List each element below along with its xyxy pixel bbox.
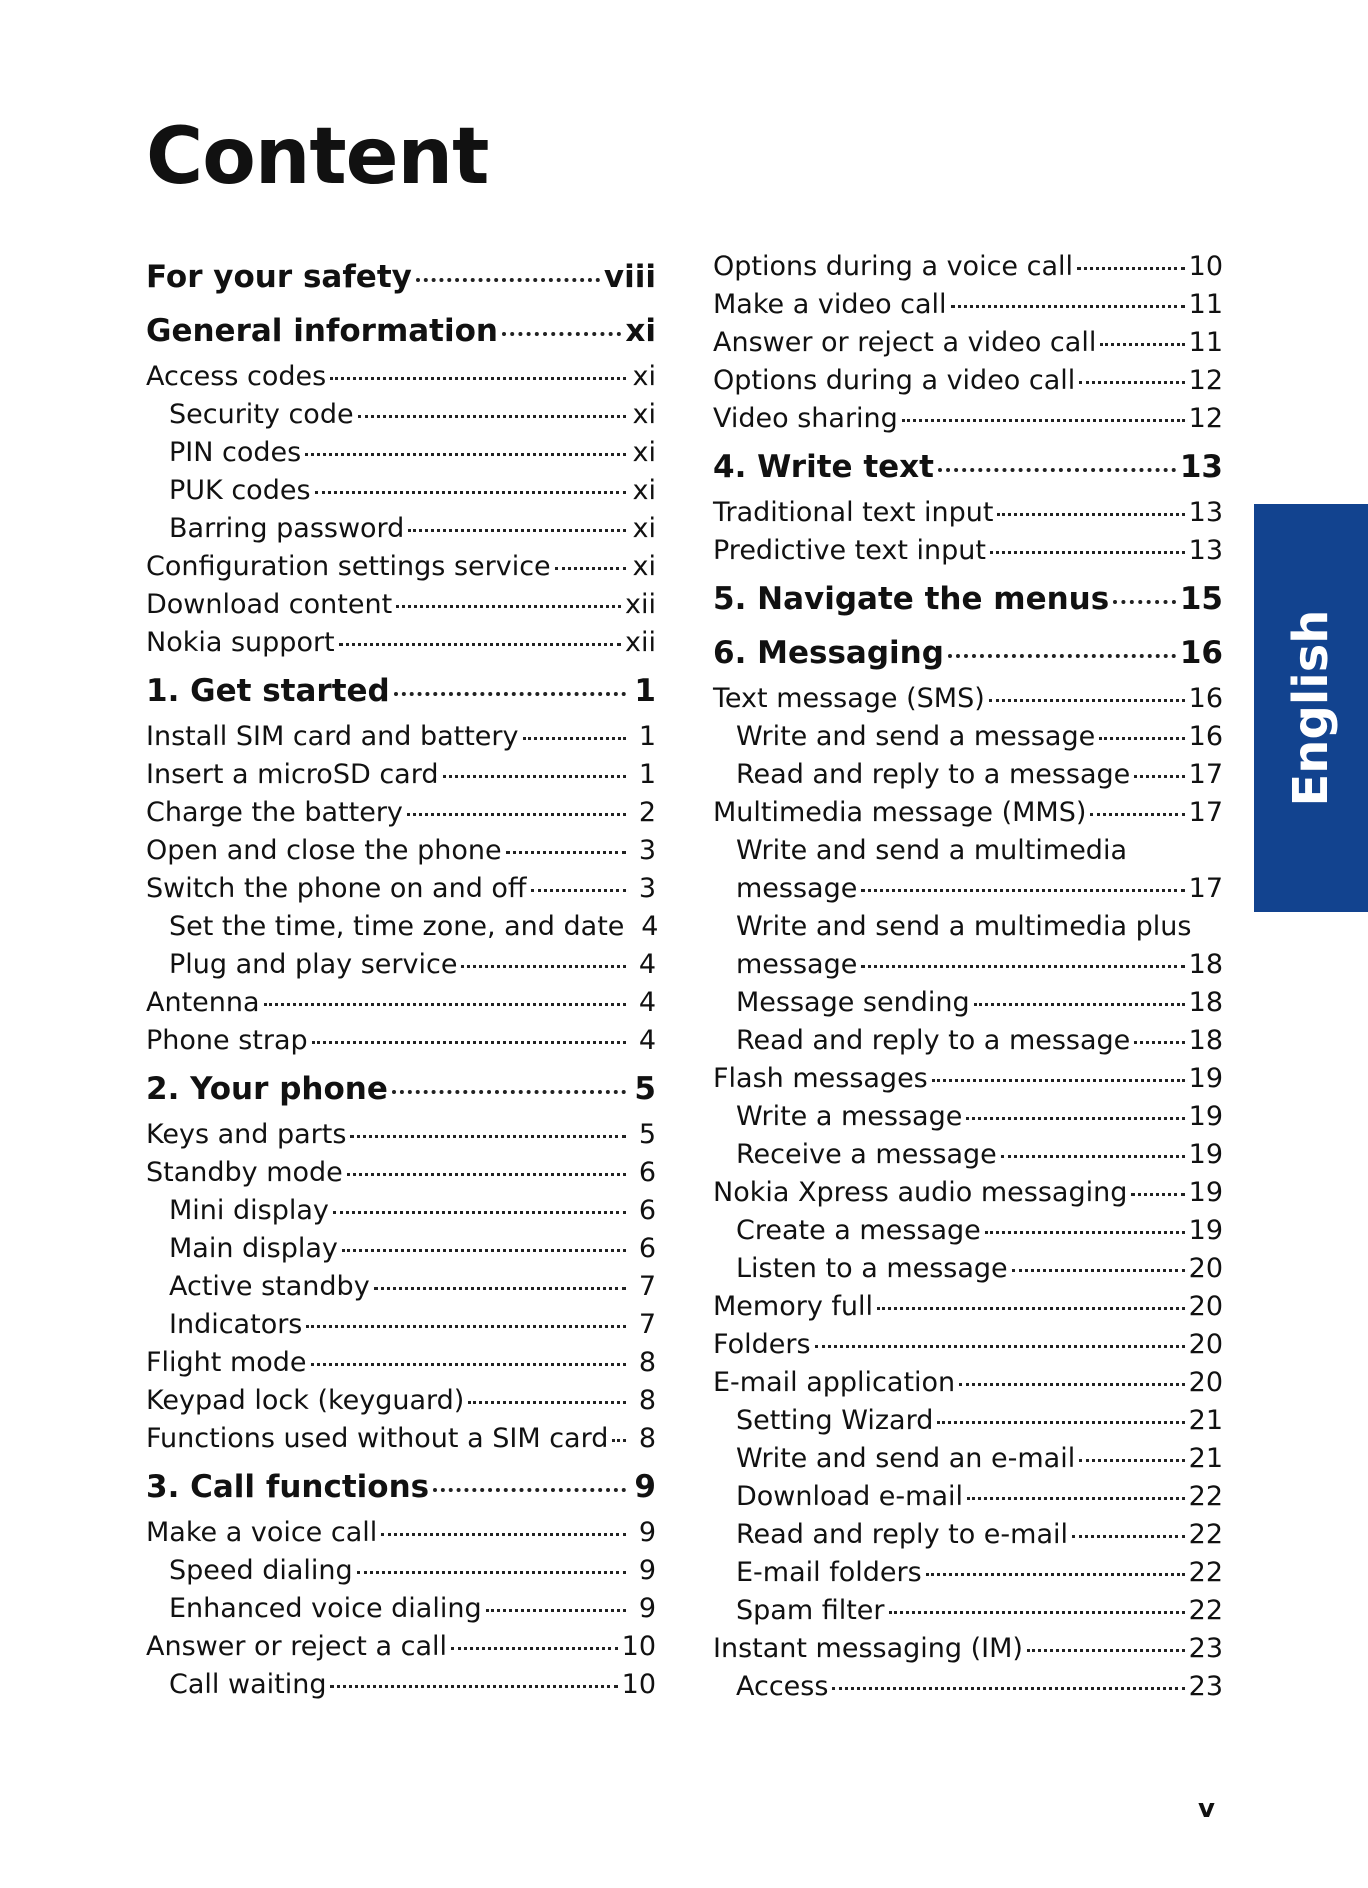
dot-leader (1079, 1459, 1184, 1462)
toc-chapter (713, 574, 1223, 624)
toc-entry (713, 946, 1223, 984)
toc-entry (146, 832, 656, 870)
toc-entry-title: Install SIM card and battery (146, 721, 519, 752)
toc-entry-page: viii (603, 259, 656, 295)
toc-entry-page: 2 (638, 797, 656, 828)
toc-entry-title: Message sending (736, 987, 970, 1018)
toc-entry-page: 23 (1188, 1633, 1223, 1664)
toc-entry (146, 718, 656, 756)
toc-entry-title: 6. Messaging (713, 635, 944, 671)
toc-entry-title: Indicators (169, 1309, 303, 1340)
toc-entry (713, 400, 1223, 438)
toc-entry-page: xi (632, 361, 656, 392)
dot-leader (394, 692, 626, 696)
dot-leader (966, 1117, 1184, 1120)
toc-entry (146, 794, 656, 832)
toc-left-column (146, 248, 659, 1704)
toc-right-column (713, 248, 1223, 1706)
toc-entry-title: Write and send an e-mail (736, 1443, 1076, 1474)
toc-entry-title: Write and send a multimedia plus (736, 911, 1192, 942)
toc-entry-title: Read and reply to e-mail (736, 1519, 1069, 1550)
toc-entry-title: Spam filter (736, 1595, 885, 1626)
toc-entry-page: 13 (1188, 497, 1223, 528)
toc-entry-page: 10 (1188, 251, 1223, 282)
toc-entry-page: 17 (1188, 873, 1223, 904)
toc-entry-title: Answer or reject a call (146, 1631, 447, 1662)
toc-entry-title: Create a message (736, 1215, 981, 1246)
toc-entry-title: Mini display (169, 1195, 329, 1226)
toc-entry-title: Active standby (169, 1271, 370, 1302)
dot-leader (305, 453, 626, 456)
toc-entry-page: 4 (638, 949, 656, 980)
dot-leader (1072, 1535, 1185, 1538)
toc-entry-page: 12 (1188, 365, 1223, 396)
toc-entry (713, 1478, 1223, 1516)
dot-leader (938, 468, 1176, 472)
toc-entry-title: Switch the phone on and off (146, 873, 527, 904)
dot-leader (1113, 600, 1176, 604)
toc-entry-title: Standby mode (146, 1157, 343, 1188)
toc-entry (713, 984, 1223, 1022)
toc-entry-page: 16 (1188, 683, 1223, 714)
dot-leader (486, 1609, 626, 1612)
toc-entry-title: Keypad lock (keyguard) (146, 1385, 465, 1416)
toc-entry-page: 6 (638, 1233, 656, 1264)
toc-entry-title: Video sharing (713, 403, 898, 434)
toc-entry-page: 7 (638, 1309, 656, 1340)
toc-entry (146, 1154, 656, 1192)
toc-entry-title: 2. Your phone (146, 1071, 388, 1107)
dot-leader (330, 1685, 617, 1688)
toc-entry-title: Folders (713, 1329, 811, 1360)
toc-entry (713, 1516, 1223, 1554)
toc-entry-page: 9 (638, 1517, 656, 1548)
toc-entry-title: Configuration settings service (146, 551, 551, 582)
toc-entry-title: message (736, 949, 858, 980)
toc-entry (713, 1250, 1223, 1288)
toc-entry-page: xii (625, 589, 656, 620)
toc-entry-title: 3. Call functions (146, 1469, 430, 1505)
toc-entry-title: Enhanced voice dialing (169, 1593, 482, 1624)
dot-leader (932, 1079, 1185, 1082)
toc-entry-title: Open and close the phone (146, 835, 502, 866)
toc-entry-page: 22 (1188, 1481, 1223, 1512)
toc-chapter (146, 252, 656, 302)
toc-entry-page: xi (632, 399, 656, 430)
dot-leader (948, 654, 1176, 658)
dot-leader (339, 643, 621, 646)
dot-leader (877, 1307, 1185, 1310)
toc-chapter (146, 1064, 656, 1114)
toc-chapter (146, 1462, 656, 1512)
toc-entry-title: Setting Wizard (736, 1405, 934, 1436)
dot-leader (889, 1611, 1185, 1614)
toc-entry (146, 358, 656, 396)
toc-entry (713, 1136, 1223, 1174)
toc-entry (146, 756, 656, 794)
dot-leader (1099, 737, 1184, 740)
toc-entry-title: Multimedia message (MMS) (713, 797, 1087, 828)
toc-entry (713, 1554, 1223, 1592)
toc-entry-page: 5 (638, 1119, 656, 1150)
toc-entry (713, 1174, 1223, 1212)
toc-entry-page: 20 (1188, 1291, 1223, 1322)
toc-entry (146, 1022, 656, 1060)
toc-entry (146, 1116, 656, 1154)
dot-leader (392, 1090, 626, 1094)
toc-chapter (146, 306, 656, 356)
toc-entry-title: message (736, 873, 858, 904)
toc-entry-page: 11 (1188, 327, 1223, 358)
toc-entry (713, 1440, 1223, 1478)
toc-entry (713, 794, 1223, 832)
toc-entry (713, 1060, 1223, 1098)
toc-entry-page: 19 (1188, 1101, 1223, 1132)
toc-entry (146, 1306, 656, 1344)
dot-leader (311, 1363, 626, 1366)
toc-entry-page: 20 (1188, 1253, 1223, 1284)
dot-leader (416, 278, 600, 282)
toc-entry-title: Barring password (169, 513, 405, 544)
dot-leader (1001, 1155, 1185, 1158)
language-tab-label: English (1283, 609, 1339, 807)
toc-entry-title: Download content (146, 589, 393, 620)
toc-entry-page: 10 (621, 1631, 656, 1662)
toc-entry (713, 1212, 1223, 1250)
dot-leader (502, 332, 621, 336)
toc-entry-page: 1 (638, 759, 656, 790)
toc-entry-page: 16 (1188, 721, 1223, 752)
toc-entry-page: 19 (1188, 1139, 1223, 1170)
toc-entry-page: 15 (1179, 581, 1223, 617)
toc-entry (713, 870, 1223, 908)
toc-entry (713, 756, 1223, 794)
toc-entry (146, 472, 656, 510)
toc-chapter (713, 628, 1223, 678)
dot-leader (861, 965, 1184, 968)
toc-entry (146, 1628, 656, 1666)
toc-entry (146, 1552, 656, 1590)
dot-leader (1079, 381, 1184, 384)
toc-entry-title: Instant messaging (IM) (713, 1633, 1023, 1664)
toc-entry-title: Write a message (736, 1101, 963, 1132)
toc-entry-page: 8 (638, 1347, 656, 1378)
dot-leader (306, 1325, 626, 1328)
toc-entry (146, 586, 656, 624)
toc-entry-title: Access codes (146, 361, 327, 392)
dot-leader (407, 813, 626, 816)
dot-leader (815, 1345, 1185, 1348)
toc-entry-page: 4 (638, 987, 656, 1018)
dot-leader (612, 1439, 626, 1442)
toc-entry-title: 4. Write text (713, 449, 934, 485)
toc-entry-title: Receive a message (736, 1139, 997, 1170)
dot-leader (1131, 1193, 1184, 1196)
page-title: Content (146, 112, 489, 202)
toc-entry-page: xi (632, 513, 656, 544)
dot-leader (531, 889, 626, 892)
toc-entry-page: 8 (638, 1423, 656, 1454)
toc-entry (713, 286, 1223, 324)
language-tab (1254, 504, 1368, 912)
dot-leader (555, 567, 626, 570)
dot-leader (374, 1287, 626, 1290)
toc-entry-page: 1 (634, 673, 656, 709)
toc-entry-page: 17 (1188, 759, 1223, 790)
toc-entry (146, 1344, 656, 1382)
toc-entry-page: 18 (1188, 987, 1223, 1018)
toc-entry (713, 324, 1223, 362)
toc-entry-title: For your safety (146, 259, 412, 295)
toc-entry-title: Answer or reject a video call (713, 327, 1097, 358)
toc-entry-page: 19 (1188, 1063, 1223, 1094)
toc-entry-title: Flash messages (713, 1063, 928, 1094)
dot-leader (433, 1488, 626, 1492)
toc-entry-title: Keys and parts (146, 1119, 347, 1150)
dot-leader (926, 1573, 1185, 1576)
toc-entry-page: xi (632, 437, 656, 468)
toc-entry-title: Traditional text input (713, 497, 994, 528)
toc-entry (146, 396, 656, 434)
dot-leader (350, 1135, 626, 1138)
toc-entry (146, 434, 656, 472)
dot-leader (985, 1231, 1185, 1234)
toc-entry-title: Write and send a message (736, 721, 1096, 752)
toc-entry (713, 908, 1223, 946)
toc-entry-page: xii (625, 627, 656, 658)
dot-leader (1027, 1649, 1185, 1652)
toc-entry (713, 1022, 1223, 1060)
dot-leader (342, 1249, 626, 1252)
toc-entry-title: Flight mode (146, 1347, 307, 1378)
toc-entry (713, 1402, 1223, 1440)
toc-entry (146, 1192, 656, 1230)
dot-leader (451, 1647, 618, 1650)
toc-entry-title: Nokia Xpress audio messaging (713, 1177, 1128, 1208)
toc-entry-title: Call waiting (169, 1669, 327, 1700)
toc-entry (146, 510, 656, 548)
toc-entry-page: 4 (638, 1025, 656, 1056)
dot-leader (523, 737, 626, 740)
toc-entry (146, 548, 656, 586)
dot-leader (1077, 267, 1185, 270)
dot-leader (396, 605, 621, 608)
toc-entry-title: E-mail application (713, 1367, 956, 1398)
toc-entry-page: 13 (1179, 449, 1223, 485)
toc-entry-page: 6 (638, 1195, 656, 1226)
toc-entry-title: Insert a microSD card (146, 759, 439, 790)
toc-entry-title: Charge the battery (146, 797, 403, 828)
toc-entry-title: Nokia support (146, 627, 335, 658)
toc-entry-page: 12 (1188, 403, 1223, 434)
dot-leader (357, 1571, 626, 1574)
toc-entry-title: Functions used without a SIM card (146, 1423, 609, 1454)
toc-entry-title: General information (146, 313, 498, 349)
toc-entry (713, 494, 1223, 532)
toc-entry-title: 1. Get started (146, 673, 390, 709)
dot-leader (861, 889, 1184, 892)
toc-entry-title: Options during a voice call (713, 251, 1074, 282)
dot-leader (461, 965, 626, 968)
toc-entry-page: xi (632, 551, 656, 582)
toc-entry-page: xi (632, 475, 656, 506)
toc-chapter (146, 666, 656, 716)
toc-entry-page: 20 (1188, 1367, 1223, 1398)
toc-entry (713, 832, 1223, 870)
toc-entry-title: E-mail folders (736, 1557, 922, 1588)
toc-entry (713, 680, 1223, 718)
toc-entry-page: 11 (1188, 289, 1223, 320)
toc-entry-page: 16 (1179, 635, 1223, 671)
dot-leader (443, 775, 627, 778)
toc-entry-title: Listen to a message (736, 1253, 1008, 1284)
dot-leader (997, 513, 1184, 516)
toc-entry-page: 18 (1188, 949, 1223, 980)
toc-entry-title: 5. Navigate the menus (713, 581, 1110, 617)
toc-entry (146, 1666, 656, 1704)
dot-leader (330, 377, 626, 380)
toc-entry-page: 23 (1188, 1671, 1223, 1702)
toc-entry (713, 362, 1223, 400)
toc-entry (713, 248, 1223, 286)
dot-leader (951, 305, 1185, 308)
toc-entry (713, 1098, 1223, 1136)
toc-entry-page: 1 (638, 721, 656, 752)
dot-leader (1100, 343, 1184, 346)
dot-leader (990, 551, 1185, 554)
toc-entry (713, 532, 1223, 570)
toc-entry-page: 21 (1188, 1405, 1223, 1436)
toc-entry (146, 870, 656, 908)
dot-leader (967, 1497, 1185, 1500)
toc-entry (146, 1420, 656, 1458)
dot-leader (989, 699, 1185, 702)
dot-leader (832, 1687, 1184, 1690)
dot-leader (315, 491, 626, 494)
dot-leader (506, 851, 626, 854)
toc-entry-title: Access (736, 1671, 829, 1702)
toc-entry-page: 19 (1188, 1215, 1223, 1246)
toc-entry-page: 17 (1188, 797, 1223, 828)
dot-leader (959, 1383, 1184, 1386)
toc-entry-title: Read and reply to a message (736, 1025, 1131, 1056)
toc-entry-page: 6 (638, 1157, 656, 1188)
toc-entry-page: 3 (638, 835, 656, 866)
dot-leader (381, 1533, 626, 1536)
toc-entry-title: Speed dialing (169, 1555, 353, 1586)
toc-entry-title: Memory full (713, 1291, 874, 1322)
dot-leader (1012, 1269, 1185, 1272)
toc-entry (146, 1514, 656, 1552)
toc-entry-page: 22 (1188, 1519, 1223, 1550)
toc-entry (713, 718, 1223, 756)
toc-entry-title: Security code (169, 399, 354, 430)
toc-entry-title: PIN codes (169, 437, 302, 468)
toc-entry-title: Plug and play service (169, 949, 458, 980)
toc-entry-title: Antenna (146, 987, 260, 1018)
dot-leader (333, 1211, 626, 1214)
toc-entry-page: xi (625, 313, 656, 349)
toc-entry-page: 5 (634, 1071, 656, 1107)
dot-leader (1090, 813, 1184, 816)
toc-entry (146, 908, 659, 946)
toc-entry-page: 22 (1188, 1557, 1223, 1588)
toc-entry-page: 4 (641, 911, 659, 942)
dot-leader (264, 1003, 626, 1006)
toc-entry-page: 13 (1188, 535, 1223, 566)
toc-entry (713, 1364, 1223, 1402)
toc-entry-title: Options during a video call (713, 365, 1076, 396)
toc-entry-page: 21 (1188, 1443, 1223, 1474)
toc-entry-title: Text message (SMS) (713, 683, 985, 714)
toc-entry-title: Set the time, time zone, and date (169, 911, 625, 942)
toc-entry-page: 9 (634, 1469, 656, 1505)
toc-entry (146, 984, 656, 1022)
dot-leader (358, 415, 626, 418)
toc-entry-page: 22 (1188, 1595, 1223, 1626)
toc-entry (146, 1268, 656, 1306)
toc-entry-title: Make a voice call (146, 1517, 378, 1548)
toc-entry-title: Phone strap (146, 1025, 308, 1056)
toc-entry (146, 1230, 656, 1268)
toc-entry-page: 7 (638, 1271, 656, 1302)
toc-entry-page: 9 (638, 1593, 656, 1624)
dot-leader (902, 419, 1185, 422)
toc-entry (713, 1288, 1223, 1326)
toc-entry (713, 1326, 1223, 1364)
toc-entry-page: 3 (638, 873, 656, 904)
dot-leader (1134, 1041, 1184, 1044)
toc-entry-page: 18 (1188, 1025, 1223, 1056)
toc-entry-title: PUK codes (169, 475, 311, 506)
dot-leader (468, 1401, 626, 1404)
dot-leader (937, 1421, 1184, 1424)
toc-entry-title: Predictive text input (713, 535, 986, 566)
toc-entry (713, 1630, 1223, 1668)
dot-leader (312, 1041, 626, 1044)
page-number: v (1198, 1794, 1215, 1824)
toc-entry-title: Make a video call (713, 289, 947, 320)
toc-entry (146, 946, 656, 984)
dot-leader (1134, 775, 1184, 778)
toc-entry-title: Download e-mail (736, 1481, 963, 1512)
dot-leader (347, 1173, 626, 1176)
toc-entry-page: 9 (638, 1555, 656, 1586)
toc-entry-page: 10 (621, 1669, 656, 1700)
dot-leader (408, 529, 626, 532)
toc-entry-page: 8 (638, 1385, 656, 1416)
toc-entry-title: Read and reply to a message (736, 759, 1131, 790)
toc-entry (146, 624, 656, 662)
toc-entry-page: 19 (1188, 1177, 1223, 1208)
toc-entry (146, 1382, 656, 1420)
toc-chapter (713, 442, 1223, 492)
toc-entry-title: Main display (169, 1233, 338, 1264)
dot-leader (974, 1003, 1185, 1006)
toc-entry (146, 1590, 656, 1628)
toc-entry (713, 1592, 1223, 1630)
toc-entry (713, 1668, 1223, 1706)
toc-entry-page: 20 (1188, 1329, 1223, 1360)
toc-entry-title: Write and send a multimedia (736, 835, 1127, 866)
